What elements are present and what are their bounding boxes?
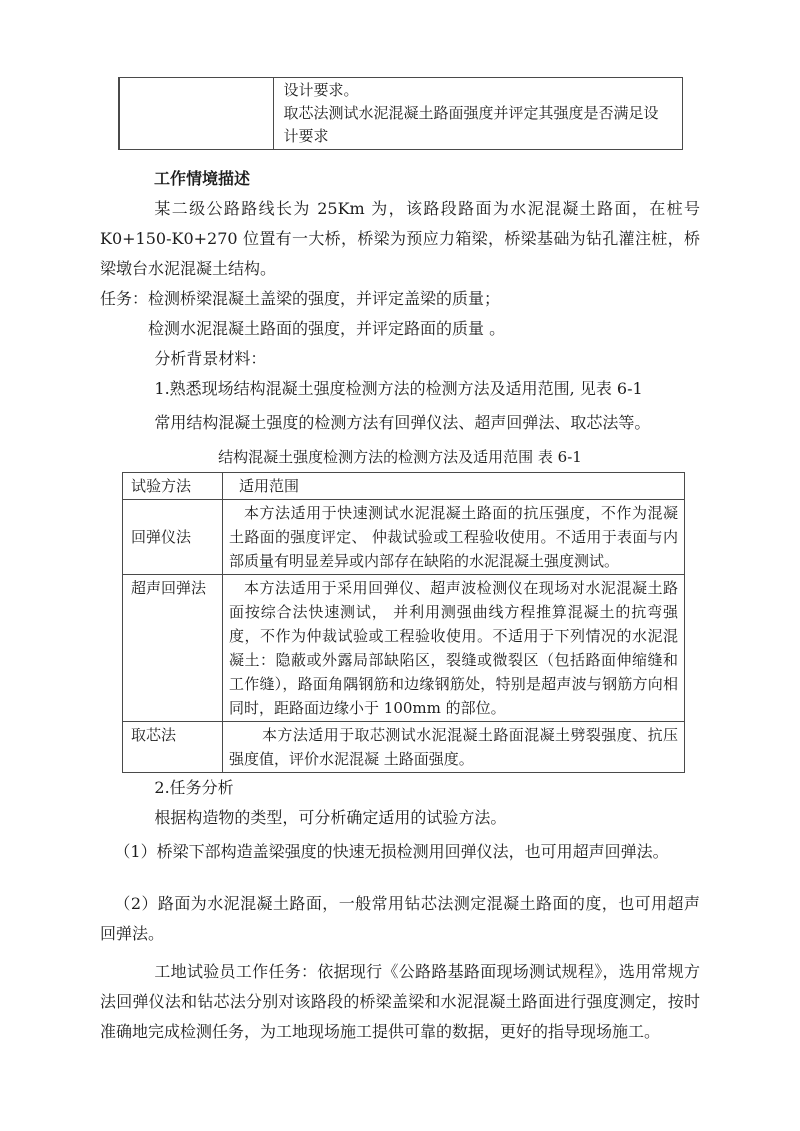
header-test-method: 试验方法 <box>123 473 223 500</box>
paragraph-task2: 检测水泥混凝土路面的强度，并评定路面的质量 。 <box>148 319 506 338</box>
section-heading: 工作情境描述 <box>154 169 251 188</box>
table-header-row <box>123 473 685 500</box>
table-row-ultrasonic <box>123 575 685 722</box>
paragraph-point1: （1）桥梁下部构造盖梁强度的快速无损检测用回弹仪法，也可用超声回弹法。 <box>114 842 669 861</box>
fragment-line-1: 设计要求。 <box>283 81 359 99</box>
method-name: 回弹仪法 <box>123 500 223 575</box>
paragraph-analysis-label: 分析背景材料： <box>154 349 267 368</box>
fragment-empty-cell <box>119 78 273 150</box>
table-row <box>119 78 683 150</box>
method-scope: 本方法适用于快速测试水泥混凝土路面的抗压强度，不作为混凝土路面的强度评定、 仲裁试验或工程验收使用。不适用于表面与内部质量有明显差异或内部存在缺陷的水泥混凝土强度测试。 <box>223 500 685 575</box>
paragraph-task-analysis: 2.任务分析 <box>154 778 234 797</box>
paragraph-scenario: 某二级公路路线长为 25Km 为，该路段路面为水泥混凝土路面，在桩号 K0+150-K0+270 位置有一大桥，桥梁为预应力箱梁，桥梁基础为钻孔灌注桩，桥梁墩台水泥混凝土结构。 <box>100 199 700 278</box>
fragment-text-cell <box>273 78 683 150</box>
fragment-line-2: 取芯法测试水泥混凝土路面强度并评定其强度是否满足设计要求 <box>283 104 659 145</box>
table-caption: 结构混凝土强度检测方法的检测方法及适用范围 表 6-1 <box>218 448 582 466</box>
header-scope: 适用范围 <box>223 473 685 500</box>
paragraph-point2: （2）路面为水泥混凝土路面，一般常用钻芯法测定混凝土路面的度，也可用超声回弹法。 <box>100 894 700 943</box>
paragraph-basis: 根据构造物的类型，可分析确定适用的试验方法。 <box>154 808 507 827</box>
table-row-rebound <box>123 500 685 575</box>
continued-table-fragment <box>118 77 683 150</box>
table-row-coring <box>123 722 685 773</box>
paragraph-item1: 1.熟悉现场结构混凝土强度检测方法的检测方法及适用范围, 见表 6-1 <box>154 379 643 398</box>
methods-table <box>122 472 685 773</box>
paragraph-task1: 任务：检测桥梁混凝土盖梁的强度，并评定盖梁的质量； <box>100 289 501 308</box>
paragraph-methods: 常用结构混凝土强度的检测方法有回弹仪法、超声回弹法、取芯法等。 <box>154 413 651 432</box>
method-scope: 本方法适用于采用回弹仪、超声波检测仪在现场对水泥混凝土路面按综合法快速测试， 并利用测强曲线方程推算混凝土的抗弯强度，不作为仲裁试验或工程验收使用。不适用于下列情况的水泥混凝土：隐蔽或外露局部缺陷区，裂缝或微裂区（包括路面伸缩缝和工作缝），路面角隅钢筋和边缘钢筋处，特别是超声波与钢筋方向相同时，距路面边缘小于 100mm 的部位。 <box>223 575 685 722</box>
paragraph-worker-task: 工地试验员工作任务：依据现行《公路路基路面现场测试规程》，选用常规方法回弹仪法和钻芯法分别对该路段的桥梁盖梁和水泥混凝土路面进行强度测定，按时准确地完成检测任务，为工地现场施工提供可靠的数据，更好的指导现场施工。 <box>100 962 700 1041</box>
method-name: 超声回弹法 <box>123 575 223 722</box>
method-scope: 本方法适用于取芯测试水泥混凝土路面混凝土劈裂强度、抗压强度值，评价水泥混凝 土路面强度。 <box>223 722 685 773</box>
method-name: 取芯法 <box>123 722 223 773</box>
